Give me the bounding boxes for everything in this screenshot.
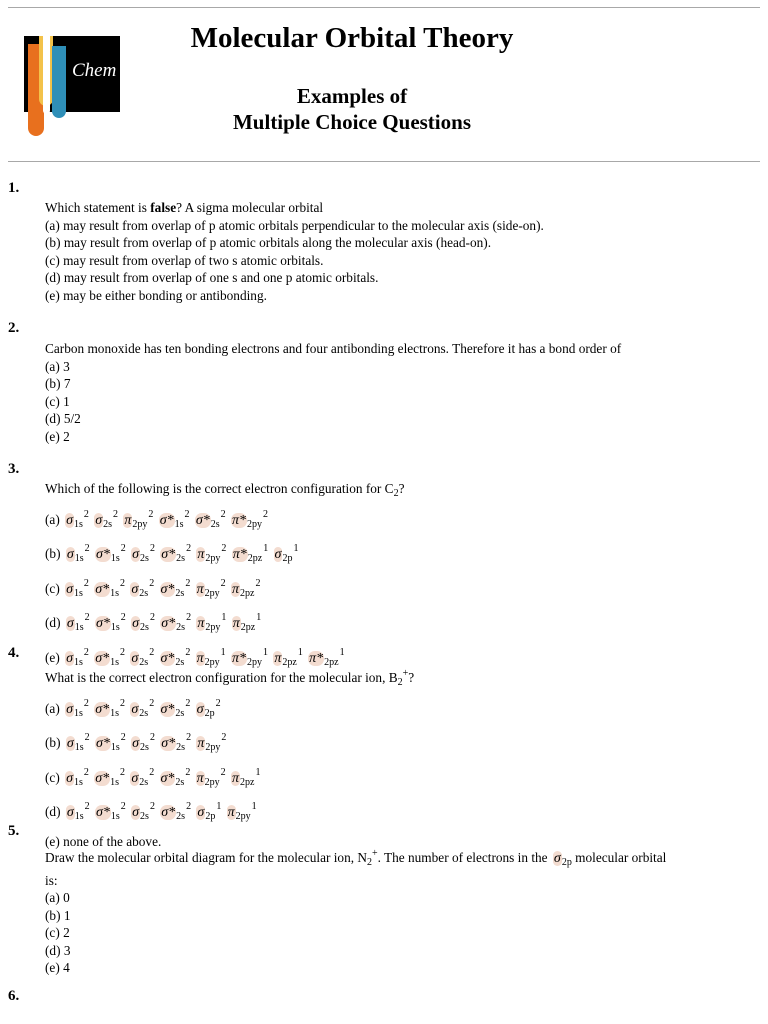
orbital-term: $\sigma_{1s}^2$ — [66, 801, 90, 822]
option-label: (d) — [45, 804, 61, 819]
orbital-term: $\sigma_{2p}^1$ — [197, 801, 222, 822]
orbital-term: $\sigma*_{2s}^2$ — [160, 646, 191, 668]
orbital-term: $\sigma_{1s}^2$ — [66, 577, 89, 599]
orbital-term: $\sigma*_{1s}^2$ — [95, 577, 126, 599]
question-number: 1. — [8, 180, 20, 196]
orbital-term: $\sigma*_{1s}^2$ — [95, 697, 126, 719]
config-option — [45, 726, 757, 761]
question-1 — [45, 199, 757, 304]
orbital-term: $\pi_{2py}^1$ — [197, 612, 227, 633]
option-b: (b) 1 — [45, 907, 71, 923]
option-label: (c) — [45, 580, 60, 596]
option-e: (e) may be either bonding or antibonding. — [45, 287, 267, 303]
orbital-term: $\sigma_{1s}^2$ — [66, 508, 89, 530]
orbital-term: $\sigma_{2s}^2$ — [95, 508, 119, 530]
stem-bold: false — [150, 200, 177, 215]
option-label: (a) — [45, 511, 60, 527]
option-label: (e) none of the above. — [45, 833, 162, 849]
question-3 — [45, 480, 757, 675]
config-option — [45, 606, 757, 641]
orbital-term: $\pi_{2pz}^1$ — [232, 766, 261, 788]
orbital-term: $\pi_{2pz}^1$ — [274, 646, 303, 668]
option-label: (d) — [45, 615, 61, 630]
question-number: 4. — [8, 645, 20, 661]
question-stem: Carbon monoxide has ten bonding electrons and four antibonding electrons. Therefore it has a bond order of — [45, 341, 622, 356]
option-d: (d) may result from overlap of one s and one p atomic orbitals. — [45, 270, 379, 285]
option-d: (d) 5/2 — [45, 411, 81, 426]
orbital-term: $\sigma_{1s}^2$ — [66, 612, 90, 633]
orbital-term: $\pi_{2py}^2$ — [196, 577, 226, 599]
question-stem: What is the correct electron configuration for the molecular ion, $B_2^+$? — [45, 668, 415, 688]
orbital-term: $\sigma_{2s}^2$ — [131, 646, 155, 668]
config-option — [45, 761, 757, 796]
question-stem: Which of the following is the correct electron configuration for $C_2$? — [45, 481, 405, 499]
orbital-term: $\sigma*_{1s}^2$ — [95, 612, 126, 633]
question-number: 2. — [8, 320, 20, 336]
orbital-term: $\sigma*_{1s}^2$ — [95, 801, 126, 822]
orbital-term: $\pi*_{2py}^1$ — [232, 646, 269, 668]
option-d: (d) 3 — [45, 942, 71, 958]
orbital-term: $\sigma_{1s}^2$ — [66, 646, 89, 668]
orbital-term: $\sigma_{1s}^2$ — [66, 732, 90, 753]
orbital-term: $\sigma*_{2s}^2$ — [160, 577, 191, 599]
question-number: 3. — [8, 461, 20, 477]
orbital-term: $\sigma_{2p}^2$ — [196, 697, 221, 719]
option-e: (e) 4 — [45, 960, 70, 975]
orbital-term: $\pi*_{2pz}^1$ — [232, 543, 269, 564]
orbital-term: $\sigma*_{2s}^2$ — [161, 612, 192, 633]
orbital-term: $\sigma*_{2s}^2$ — [161, 732, 192, 753]
sigma-2p-orbital: $\sigma_{2p}$ — [553, 851, 572, 868]
orbital-term: $\sigma_{1s}^2$ — [66, 766, 89, 788]
question-stem-continued: is: — [45, 872, 58, 888]
orbital-term: $\pi_{2pz}^2$ — [232, 577, 261, 599]
orbital-term: $\sigma_{2p}^1$ — [274, 543, 299, 564]
question-4 — [45, 665, 757, 854]
question-stem: Draw the molecular orbital diagram for the molecular ion, $N_2^+$. The number of electrons in the $\sigma_{2p}$ molecular orbital — [45, 845, 757, 872]
orbital-term: $\pi_{2py}^2$ — [197, 732, 227, 753]
orbital-term: $\pi*_{2py}^2$ — [232, 508, 269, 530]
question-number: 5. — [8, 823, 20, 839]
question-number: 6. — [8, 988, 20, 1004]
orbital-term: $\pi_{2pz}^1$ — [232, 612, 262, 633]
question-stem: Which statement is false? A sigma molecular orbital — [45, 200, 324, 215]
top-rule — [8, 7, 760, 8]
orbital-term: $\sigma_{1s}^2$ — [66, 543, 90, 564]
option-b: (b) may result from overlap of p atomic orbitals along the molecular axis (head-on). — [45, 235, 492, 250]
config-option — [45, 692, 757, 727]
page-subtitle-1: Examples of — [296, 84, 408, 108]
option-label: (e) — [45, 649, 60, 665]
orbital-term: $\sigma*_{1s}^2$ — [95, 766, 126, 788]
option-c: (c) 2 — [45, 925, 70, 940]
config-option — [45, 537, 757, 572]
option-label: (b) — [45, 546, 61, 561]
orbital-term: $\sigma*_{1s}^2$ — [159, 508, 190, 530]
orbital-term: $\sigma*_{2s}^2$ — [161, 801, 192, 822]
orbital-term: $\sigma_{2s}^2$ — [132, 732, 155, 753]
option-b: (b) 7 — [45, 376, 71, 391]
orbital-term: $\pi_{2py}^2$ — [124, 508, 154, 530]
page-subtitle-2: Multiple Choice Questions — [232, 110, 471, 134]
config-option — [45, 503, 757, 538]
orbital-term: $\pi_{2py}^1$ — [227, 801, 257, 822]
orbital-term: $\sigma_{2s}^2$ — [132, 801, 155, 822]
orbital-term: $\sigma*_{2s}^2$ — [160, 697, 191, 719]
option-label: (b) — [45, 735, 61, 750]
orbital-term: $\sigma_{2s}^2$ — [132, 543, 155, 564]
option-a: (a) 0 — [45, 890, 70, 905]
question-2 — [45, 340, 757, 445]
orbital-term: $\sigma*_{1s}^2$ — [95, 646, 126, 668]
orbital-term: $\sigma*_{2s}^2$ — [160, 766, 191, 788]
option-c: (c) 1 — [45, 393, 70, 409]
question-5 — [45, 845, 757, 977]
orbital-term: $\sigma_{2s}^2$ — [131, 766, 155, 788]
config-option — [45, 572, 757, 607]
config-options — [45, 692, 757, 855]
header-divider — [8, 161, 760, 162]
orbital-term: $\pi_{2py}^2$ — [196, 766, 226, 788]
config-options — [45, 503, 757, 676]
option-e: (e) 2 — [45, 428, 70, 444]
orbital-term: $\pi_{2py}^1$ — [196, 646, 226, 668]
option-a: (a) 3 — [45, 358, 70, 374]
orbital-term: $\sigma_{2s}^2$ — [131, 697, 155, 719]
orbital-term: $\sigma*_{1s}^2$ — [95, 732, 126, 753]
page-title: Molecular Orbital Theory — [190, 22, 514, 54]
option-c: (c) may result from overlap of two s atomic orbitals. — [45, 252, 324, 268]
logo-text: Chem — [72, 60, 117, 81]
option-label: (c) — [45, 769, 60, 785]
orbital-term: $\pi*_{2pz}^1$ — [309, 646, 345, 668]
option-a: (a) may result from overlap of p atomic orbitals perpendicular to the molecular axis (side-on). — [45, 217, 544, 233]
orbital-term: $\sigma*_{1s}^2$ — [95, 543, 126, 564]
option-label: (a) — [45, 700, 60, 716]
config-option — [45, 795, 757, 830]
orbital-term: $\pi_{2py}^2$ — [197, 543, 227, 564]
orbital-term: $\sigma_{2s}^2$ — [132, 612, 155, 633]
orbital-term: $\sigma*_{2s}^2$ — [195, 508, 226, 530]
orbital-term: $\sigma_{1s}^2$ — [66, 697, 89, 719]
orbital-term: $\sigma_{2s}^2$ — [131, 577, 155, 599]
orbital-term: $\sigma*_{2s}^2$ — [161, 543, 192, 564]
